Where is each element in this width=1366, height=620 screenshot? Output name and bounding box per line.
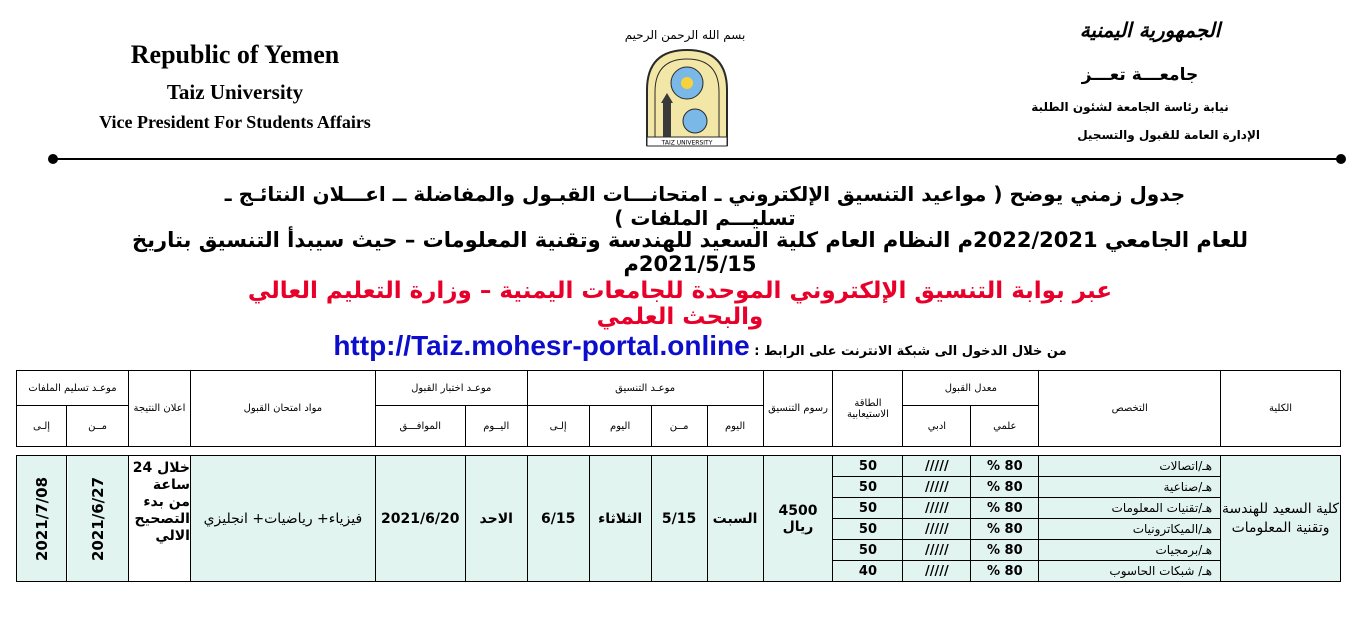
header-specialty: التخصص [1039, 371, 1221, 447]
science-rate-cell: 80 % [971, 477, 1039, 498]
coord-to-day-cell: الثلاثاء [589, 456, 651, 582]
science-rate-cell: 80 % [971, 456, 1039, 477]
header-exam-date-col: الموافـــق [375, 406, 465, 447]
title-line-1: جدول زمني يوضح ( مواعيد التنسيق الإلكتروني ـ امتحانـــات القبـول والمفاضلة ــ اعـــلان النتائـج ـ تسليـــم الملفات ) [224, 182, 1186, 230]
college-name: كلية السعيد للهندسة وتقنية المعلومات [1221, 456, 1341, 582]
header-fees: رسوم التنسيق [763, 371, 833, 447]
table-spacer [17, 447, 1341, 456]
arabic-university-name: جامعـــة تعـــز [1081, 65, 1199, 85]
literary-rate-cell: ///// [903, 456, 971, 477]
title-line-3: عبر بوابة التنسيق الإلكتروني الموحدة للجامعات اليمنية – وزارة التعليم العالي والبحث العلمي [247, 278, 1113, 330]
arabic-department-name: الإدارة العامة للقبول والتسجيل [1077, 128, 1260, 142]
divider-dot-left [48, 154, 58, 164]
literary-rate-cell: ///// [903, 477, 971, 498]
header-literary: ادبي [903, 406, 971, 447]
specialty-cell: هـ/اتصالات [1039, 456, 1221, 477]
science-rate-cell: 80 % [971, 519, 1039, 540]
header-science: علمي [971, 406, 1039, 447]
header-files-to: إلـى [17, 406, 67, 447]
portal-link-line [250, 330, 1150, 362]
header-coord-day-2: اليوم [589, 406, 651, 447]
header-result: اعلان النتيجة [129, 371, 191, 447]
files-to-cell: 2021/7/08 [17, 456, 67, 582]
coord-from-day-cell: السبت [707, 456, 763, 582]
header-coord-from: مــن [651, 406, 707, 447]
literary-rate-cell: ///// [903, 519, 971, 540]
specialty-cell: هـ/تقنيات المعلومات [1039, 498, 1221, 519]
specialty-cell: هـ/برمجيات [1039, 540, 1221, 561]
divider-dot-right [1336, 154, 1346, 164]
header-divider [52, 158, 1342, 160]
capacity-cell: 40 [833, 561, 903, 582]
coord-from-cell: 5/15 [651, 456, 707, 582]
basmala: بسم الله الرحمن الرحيم [624, 28, 746, 42]
header-capacity: الطاقة الاستيعابية [833, 371, 903, 447]
header-exam-day: اليــوم [465, 406, 527, 447]
portal-url-link[interactable]: http://Taiz.mohesr-portal.online [333, 330, 750, 361]
header-coordination-date: موعـد التنسيق [527, 371, 763, 406]
capacity-cell: 50 [833, 477, 903, 498]
arabic-country-name: الجمهورية اليمنية [1079, 18, 1221, 42]
capacity-cell: 50 [833, 540, 903, 561]
literary-rate-cell: ///// [903, 540, 971, 561]
exam-date-cell: 2021/6/20 [375, 456, 465, 582]
header-college: الكلية [1221, 371, 1341, 447]
result-cell: خلال 24 ساعة من بدء التصحيح الالي [129, 456, 191, 582]
specialty-cell: هـ/الميكاترونيات [1039, 519, 1221, 540]
literary-rate-cell: ///// [903, 561, 971, 582]
exam-subjects-cell: فيزياء+ رياضيات+ انجليزي [190, 456, 375, 582]
capacity-cell: 50 [833, 519, 903, 540]
header-coord-to: إلـى [527, 406, 589, 447]
header-coord-day-1: اليوم [707, 406, 763, 447]
english-university-name: Taiz University [166, 80, 304, 104]
specialty-cell: هـ/صناعية [1039, 477, 1221, 498]
english-country-name: Republic of Yemen [130, 40, 340, 69]
arabic-office-name: نيابة رئاسة الجامعة لشئون الطلبة [1031, 100, 1229, 114]
title-line-2: للعام الجامعي 2022/2021م النظام العام كلية السعيد للهندسة وتقنية المعلومات – حيث سيبدأ التنسيق بتاريخ 2021/5/15م [131, 228, 1249, 276]
schedule-table [16, 370, 1341, 582]
english-office-name: Vice President For Students Affairs [99, 112, 371, 132]
capacity-cell: 50 [833, 456, 903, 477]
header-files-date: موعـد تسليم الملفات [17, 371, 129, 406]
header-exam-subjects: مواد امتحان القبول [190, 371, 375, 447]
coord-to-cell: 6/15 [527, 456, 589, 582]
fees-cell: 4500 ريال [763, 456, 833, 582]
capacity-cell: 50 [833, 498, 903, 519]
header-exam-date: موعـد اختبار القبول [375, 371, 527, 406]
files-from-cell: 2021/6/27 [67, 456, 129, 582]
specialty-cell: هـ/ شبكات الحاسوب [1039, 561, 1221, 582]
university-logo [625, 45, 750, 150]
exam-day-cell: الاحد [465, 456, 527, 582]
science-rate-cell: 80 % [971, 498, 1039, 519]
header-admission-rate: معدل القبول [903, 371, 1039, 406]
literary-rate-cell: ///// [903, 498, 971, 519]
portal-link-prefix: من خلال الدخول الى شبكة الانترنت على الرابط : [754, 344, 1067, 359]
science-rate-cell: 80 % [971, 540, 1039, 561]
logo-text: TAIZ UNIVERSITY [661, 139, 713, 147]
header-files-from: مــن [67, 406, 129, 447]
science-rate-cell: 80 % [971, 561, 1039, 582]
